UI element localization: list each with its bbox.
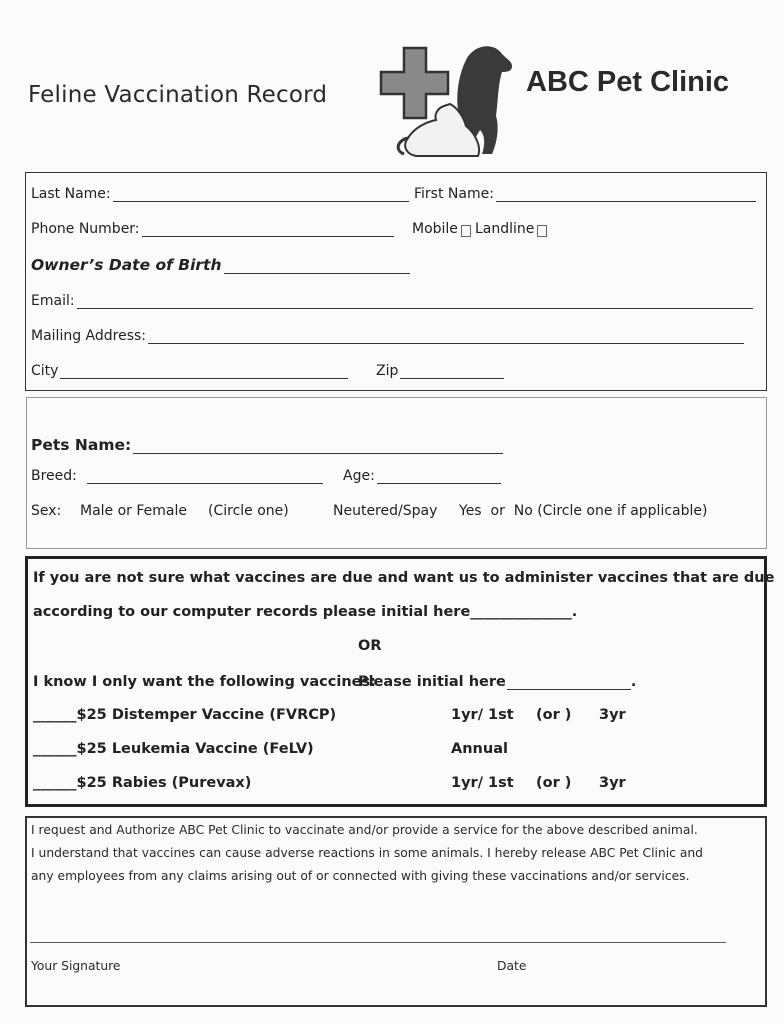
pet-name-field[interactable]	[133, 439, 503, 454]
mobile-checkbox[interactable]	[461, 225, 471, 237]
pet-name-row	[31, 436, 503, 454]
zip-row	[376, 363, 504, 379]
age-label: Age:	[343, 468, 375, 484]
first-name-label: First Name:	[414, 186, 494, 202]
age-row	[343, 468, 501, 484]
initial-row	[358, 674, 636, 690]
pet-name-label: Pets Name:	[31, 436, 132, 454]
sex-note: (Circle one)	[208, 503, 289, 519]
phone-row	[31, 221, 394, 237]
email-field[interactable]	[77, 294, 753, 309]
dob-row	[31, 256, 410, 274]
initial-field[interactable]	[507, 675, 631, 690]
vaccine-distemper-label[interactable]: ______$25 Distemper Vaccine (FVRCP)	[33, 707, 337, 723]
vaccine-leukemia-freq: Annual	[451, 741, 508, 757]
last-name-row	[31, 186, 409, 202]
email-row	[31, 293, 753, 309]
city-label: City	[31, 363, 59, 379]
address-label: Mailing Address:	[31, 328, 147, 344]
vaccine-leukemia-label[interactable]: ______$25 Leukemia Vaccine (FeLV)	[33, 741, 314, 757]
breed-field[interactable]	[87, 469, 323, 484]
clinic-name: ABC Pet Clinic	[526, 66, 730, 98]
signature-line[interactable]	[30, 942, 726, 943]
consent-section	[25, 816, 767, 1007]
breed-label: Breed:	[31, 468, 77, 484]
initial-end: .	[630, 674, 637, 690]
sex-row	[31, 503, 61, 519]
first-name-field[interactable]	[496, 187, 756, 202]
zip-field[interactable]	[400, 364, 504, 379]
city-field[interactable]	[60, 364, 348, 379]
phone-label: Phone Number:	[31, 221, 140, 237]
email-label: Email:	[31, 293, 75, 309]
phone-field[interactable]	[142, 222, 394, 237]
sex-label: Sex:	[31, 503, 62, 519]
dob-field[interactable]	[224, 259, 410, 274]
dob-label: Owner’s Date of Birth	[31, 256, 222, 274]
form-title: Feline Vaccination Record	[28, 82, 328, 108]
vaccine-rabies-freq: 1yr/ 1st	[451, 775, 514, 791]
first-name-row	[414, 186, 756, 202]
owner-info-section	[25, 172, 767, 391]
consent-line-3: any employees from any claims arising out of or connected with giving these vaccinations and/or services.	[31, 869, 690, 883]
vaccine-rabies-label[interactable]: ______$25 Rabies (Purevax)	[33, 775, 252, 791]
vaccine-rabies-or: (or )	[536, 775, 572, 791]
address-row	[31, 328, 744, 344]
or-divider: OR	[358, 638, 382, 654]
last-name-label: Last Name:	[31, 186, 111, 202]
signature-label: Your Signature	[31, 959, 121, 973]
cross-and-pets-logo-icon	[378, 42, 518, 160]
landline-checkbox[interactable]	[537, 225, 547, 237]
vaccine-distemper-alt: 3yr	[599, 707, 626, 723]
vaccine-intro-line-2[interactable]: according to our computer records please initial here______________.	[33, 604, 578, 620]
landline-label: Landline	[474, 221, 535, 237]
age-field[interactable]	[377, 469, 501, 484]
breed-row	[31, 468, 323, 484]
vaccine-rabies-alt: 3yr	[599, 775, 626, 791]
neutered-options[interactable]: Yes or No (Circle one if applicable)	[459, 503, 708, 519]
last-name-field[interactable]	[113, 187, 409, 202]
phone-type-row	[412, 221, 551, 237]
zip-label: Zip	[376, 363, 399, 379]
city-row	[31, 363, 348, 379]
address-field[interactable]	[148, 329, 744, 344]
vaccine-intro-line-1: If you are not sure what vaccines are due and want us to administer vaccines that are due	[33, 570, 775, 586]
initial-label: Please initial here	[358, 674, 506, 690]
vaccine-distemper-freq: 1yr/ 1st	[451, 707, 514, 723]
consent-line-1: I request and Authorize ABC Pet Clinic to vaccinate and/or provide a service for the above described animal.	[31, 823, 698, 837]
mobile-label: Mobile	[412, 221, 458, 237]
consent-line-2: I understand that vaccines can cause adverse reactions in some animals. I hereby release ABC Pet Clinic and	[31, 846, 703, 860]
sex-options[interactable]: Male or Female	[80, 503, 188, 519]
vaccine-distemper-or: (or )	[536, 707, 572, 723]
date-label: Date	[497, 959, 527, 973]
know-vaccines-text: I know I only want the following vaccines:	[33, 674, 376, 690]
neutered-label: Neutered/Spay	[333, 503, 438, 519]
